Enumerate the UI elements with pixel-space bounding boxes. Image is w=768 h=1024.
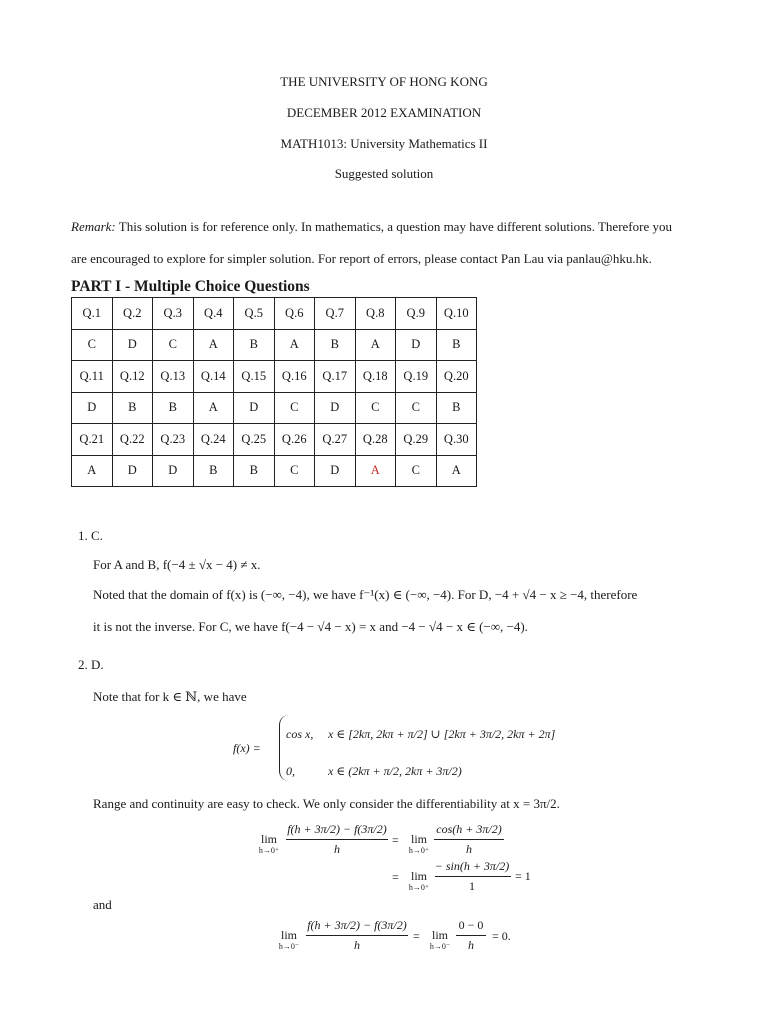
question-label-cell: Q.1	[72, 298, 113, 330]
question-label-cell: Q.15	[234, 361, 275, 393]
and-text: and	[93, 897, 112, 912]
limit-5	[425, 929, 455, 953]
limit-2-sub: h→0⁺	[408, 846, 430, 855]
question-label-cell: Q.26	[274, 424, 315, 456]
q2-line-2: Range and continuity are easy to check. We only consider the differentiability at x = 3π/2.	[93, 796, 560, 811]
limit-3-label: lim	[410, 869, 427, 883]
fraction-1-line	[286, 839, 388, 840]
question-label-cell: Q.21	[72, 424, 113, 456]
answer-cell: D	[315, 392, 356, 424]
fraction-5-den: h	[468, 938, 474, 952]
question-label-cell: Q.23	[153, 424, 194, 456]
answer-cell: B	[315, 329, 356, 361]
question-label-cell: Q.12	[112, 361, 153, 393]
equals-3: =	[413, 929, 420, 943]
remark-label: Remark:	[71, 219, 116, 234]
answer-cell: C	[72, 329, 113, 361]
question-label-cell: Q.18	[355, 361, 396, 393]
piecewise-fx: f(x) =	[233, 741, 261, 755]
question-label-cell: Q.8	[355, 298, 396, 330]
fraction-1-num: f(h + 3π/2) − f(3π/2)	[287, 822, 387, 836]
limit-4-label: lim	[280, 928, 297, 942]
fraction-2-num: cos(h + 3π/2)	[436, 822, 502, 836]
answer-cell: A	[355, 455, 396, 487]
course-title: MATH1013: University Mathematics II	[280, 136, 488, 151]
remark-line-1	[71, 218, 711, 236]
question-label-cell: Q.19	[396, 361, 437, 393]
fraction-3-den: 1	[469, 879, 475, 893]
answer-table-row	[72, 392, 477, 424]
limit-1	[254, 833, 284, 857]
fraction-5-line	[456, 935, 486, 936]
limit-2-label: lim	[410, 832, 427, 846]
question-label-cell: Q.5	[234, 298, 275, 330]
answer-cell: A	[193, 329, 234, 361]
fraction-3-line	[435, 876, 511, 877]
answer-table-row	[72, 361, 477, 393]
question-label-cell: Q.27	[315, 424, 356, 456]
question-label-cell: Q.4	[193, 298, 234, 330]
answer-cell: A	[355, 329, 396, 361]
case2-domain: x ∈ (2kπ + π/2, 2kπ + 3π/2)	[328, 764, 462, 778]
answer-table-row	[72, 298, 477, 330]
answer-table-row	[72, 424, 477, 456]
question-label-cell: Q.25	[234, 424, 275, 456]
answer-cell: B	[436, 329, 477, 361]
question-label-cell: Q.9	[396, 298, 437, 330]
answer-cell: D	[112, 455, 153, 487]
q1-heading: 1. C.	[78, 528, 103, 543]
result-2: = 0.	[492, 929, 511, 943]
answer-cell: B	[193, 455, 234, 487]
question-label-cell: Q.22	[112, 424, 153, 456]
answer-cell: D	[315, 455, 356, 487]
limit-1-sub: h→0⁺	[258, 846, 280, 855]
case2-value: 0,	[286, 764, 295, 778]
part1-title: PART I - Multiple Choice Questions	[71, 278, 310, 295]
question-label-cell: Q.28	[355, 424, 396, 456]
question-label-cell: Q.14	[193, 361, 234, 393]
answer-table-row	[72, 329, 477, 361]
question-label-cell: Q.2	[112, 298, 153, 330]
answer-cell: B	[234, 455, 275, 487]
question-label-cell: Q.11	[72, 361, 113, 393]
question-label-cell: Q.17	[315, 361, 356, 393]
answer-cell: D	[153, 455, 194, 487]
limit-5-label: lim	[431, 928, 448, 942]
answer-table-row	[72, 455, 477, 487]
remark-line-2: are encouraged to explore for simpler solution. For report of errors, please contact Pan Lau via panlau@hku.hk.	[71, 251, 652, 266]
question-label-cell: Q.20	[436, 361, 477, 393]
q2-heading: 2. D.	[78, 657, 104, 672]
fraction-5-num: 0 − 0	[458, 918, 484, 932]
question-label-cell: Q.16	[274, 361, 315, 393]
question-label-cell: Q.7	[315, 298, 356, 330]
equals-1: =	[392, 833, 399, 847]
limit-4	[274, 929, 304, 953]
subtitle: Suggested solution	[334, 166, 434, 181]
answer-cell: A	[436, 455, 477, 487]
fraction-4-den: h	[354, 938, 360, 952]
answer-cell: B	[436, 392, 477, 424]
equals-2: =	[392, 870, 399, 884]
limit-4-sub: h→0⁻	[278, 942, 300, 951]
answer-cell: C	[274, 455, 315, 487]
exam-title: DECEMBER 2012 EXAMINATION	[286, 105, 482, 120]
case1-value: cos x,	[286, 727, 314, 741]
answer-cell: C	[355, 392, 396, 424]
answer-cell: D	[396, 329, 437, 361]
limit-3-sub: h→0⁺	[408, 883, 430, 892]
fraction-4-num: f(h + 3π/2) − f(3π/2)	[307, 918, 407, 932]
question-label-cell: Q.10	[436, 298, 477, 330]
answer-table	[71, 297, 477, 487]
fraction-4-line	[306, 935, 408, 936]
answer-cell: D	[112, 329, 153, 361]
answer-cell: C	[396, 392, 437, 424]
case1-domain: x ∈ [2kπ, 2kπ + π/2] ∪ [2kπ + 3π/2, 2kπ + 2π]	[328, 727, 556, 741]
limit-1-label: lim	[260, 832, 277, 846]
q1-line-3: it is not the inverse. For C, we have f(−4 − √4 − x) = x and −4 − √4 − x ∈ (−∞, −4).	[93, 619, 528, 634]
answer-cell: C	[274, 392, 315, 424]
answer-cell: B	[153, 392, 194, 424]
fraction-1-den: h	[334, 842, 340, 856]
fraction-2-line	[434, 839, 504, 840]
question-label-cell: Q.3	[153, 298, 194, 330]
answer-cell: C	[153, 329, 194, 361]
answer-cell: A	[274, 329, 315, 361]
fraction-2-den: h	[466, 842, 472, 856]
question-label-cell: Q.6	[274, 298, 315, 330]
q1-line-2: Noted that the domain of f(x) is (−∞, −4), we have f⁻¹(x) ∈ (−∞, −4). For D, −4 + √4 − x ≥ −4, therefore	[93, 587, 638, 602]
question-label-cell: Q.24	[193, 424, 234, 456]
answer-cell: D	[72, 392, 113, 424]
answer-cell: B	[234, 329, 275, 361]
limit-3	[404, 870, 434, 894]
question-label-cell: Q.30	[436, 424, 477, 456]
university-title: THE UNIVERSITY OF HONG KONG	[280, 74, 488, 89]
answer-cell: A	[72, 455, 113, 487]
answer-cell: D	[234, 392, 275, 424]
q2-line-1: Note that for k ∈ ℕ, we have	[93, 689, 247, 704]
answer-cell: C	[396, 455, 437, 487]
answer-cell: A	[193, 392, 234, 424]
question-label-cell: Q.29	[396, 424, 437, 456]
remark-text-1: This solution is for reference only. In mathematics, a question may have different solutions. Therefore you	[115, 219, 672, 234]
limit-2	[404, 833, 434, 857]
question-label-cell: Q.13	[153, 361, 194, 393]
q1-line-1: For A and B, f(−4 ± √x − 4) ≠ x.	[93, 557, 261, 572]
fraction-3-num: − sin(h + 3π/2)	[434, 859, 510, 873]
answer-cell: B	[112, 392, 153, 424]
limit-5-sub: h→0⁻	[429, 942, 451, 951]
result-1: = 1	[515, 869, 531, 883]
